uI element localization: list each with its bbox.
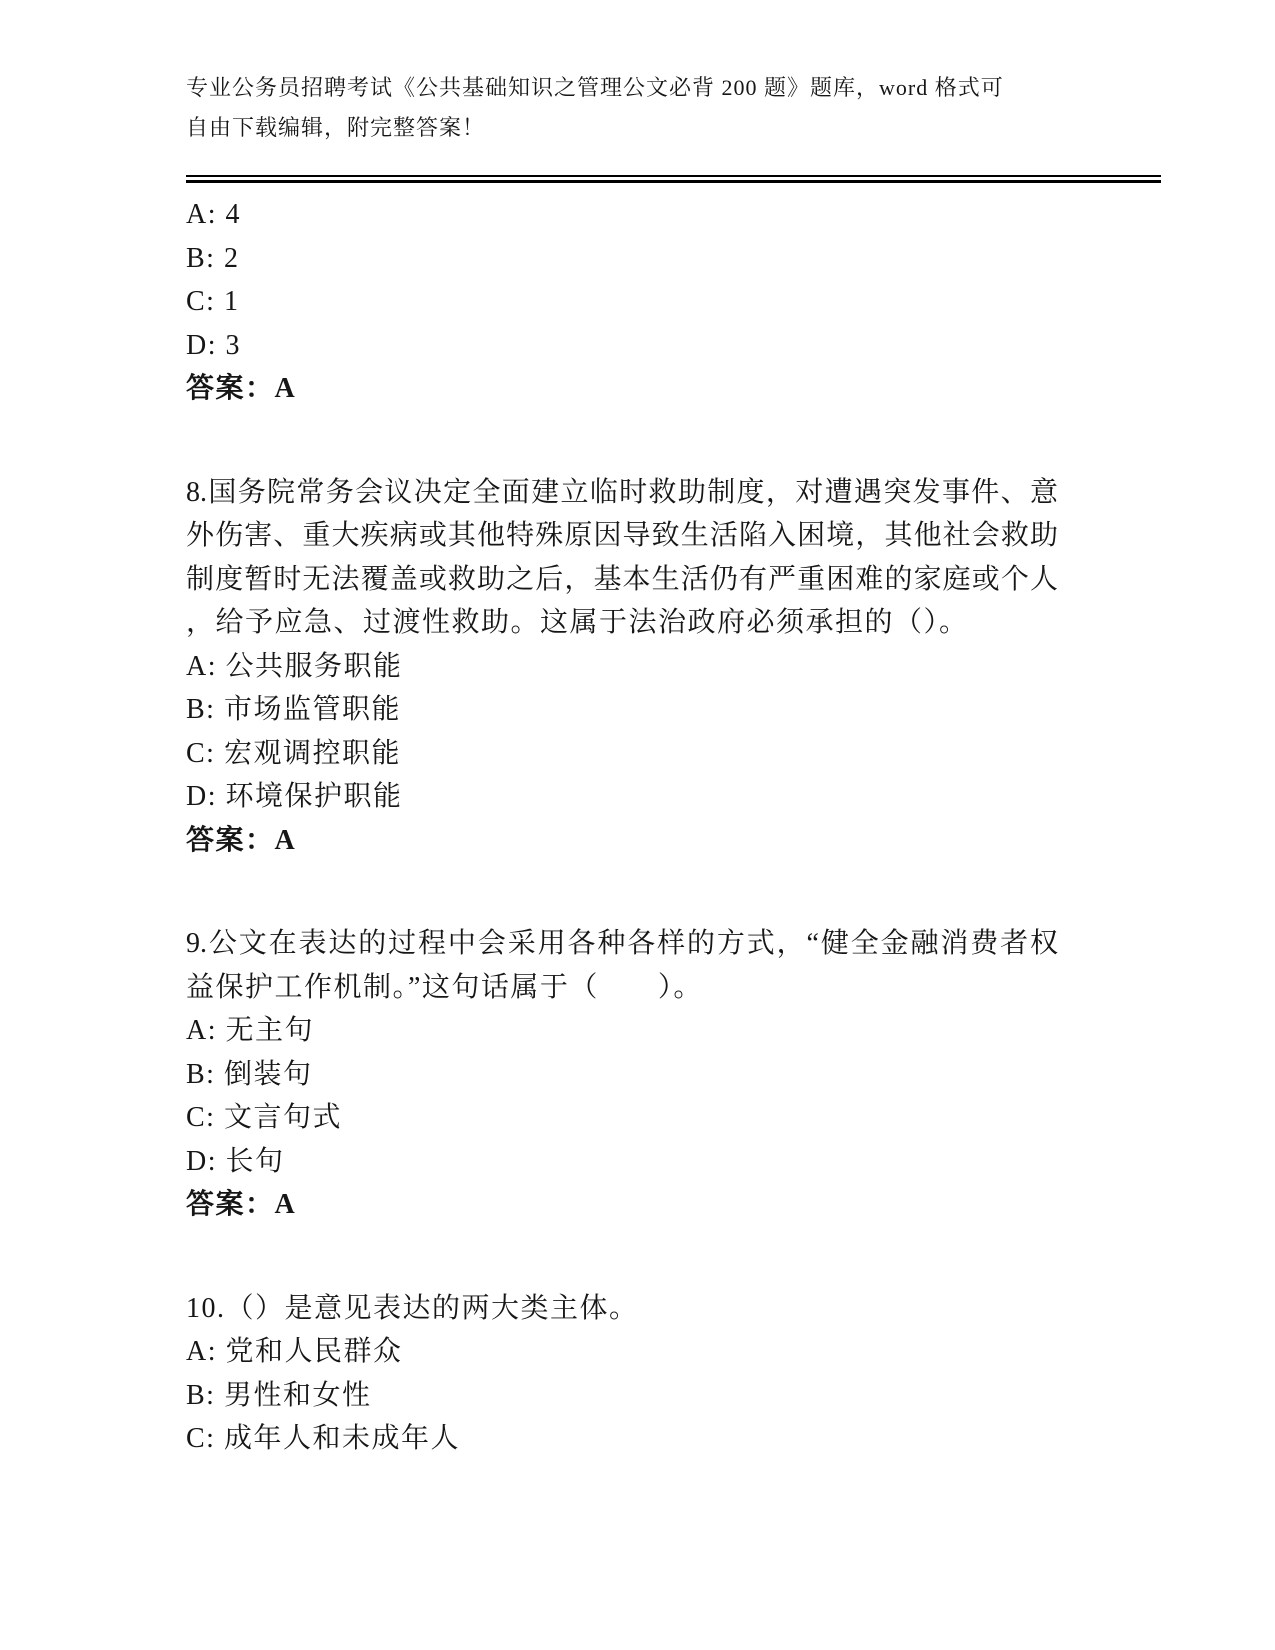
answer-line: 答案：A xyxy=(186,824,297,856)
option-b: B: 2 xyxy=(186,242,240,274)
option-c: C: 文言句式 xyxy=(186,1102,342,1133)
option-b: B: 男性和女性 xyxy=(186,1379,372,1411)
option-c: C: 宏观调控职能 xyxy=(186,737,401,769)
option-a: A: 无主句 xyxy=(186,1015,315,1046)
answer-line: 答案：A xyxy=(186,1189,297,1220)
question-text-line: 益保护工作机制。”这句话属于（ ）。 xyxy=(186,971,703,1003)
question-9 xyxy=(186,922,1058,1227)
option-c: C: 成年人和未成年人 xyxy=(186,1423,460,1454)
option-d: D: 长句 xyxy=(186,1145,285,1177)
header-title-line-2: 自由下载编辑，附完整答案！ xyxy=(186,115,486,140)
question-text-line: 外伤害、重大疾病或其他特殊原因导致生活陷入困境，其他社会救助 xyxy=(186,520,1058,551)
answer-line: 答案：A xyxy=(186,373,297,404)
question-7-remainder xyxy=(186,193,1058,411)
option-d: D: 3 xyxy=(186,329,241,361)
option-b: B: 倒装句 xyxy=(186,1058,313,1090)
question-text-line: 制度暂时无法覆盖或救助之后，基本生活仍有严重困难的家庭或个人 xyxy=(186,563,1058,595)
question-text-line: 9.公文在表达的过程中会采用各种各样的方式，“健全金融消费者权 xyxy=(186,928,1058,959)
document-body xyxy=(186,193,1058,1461)
question-8 xyxy=(186,471,1058,863)
option-c: C: 1 xyxy=(186,286,240,317)
option-b: B: 市场监管职能 xyxy=(186,694,401,725)
question-text-line: 8.国务院常务会议决定全面建立临时救助制度，对遭遇突发事件、意 xyxy=(186,476,1058,508)
option-d: D: 环境保护职能 xyxy=(186,781,403,812)
question-10 xyxy=(186,1287,1058,1461)
option-a: A: 4 xyxy=(186,199,241,230)
header-double-rule xyxy=(186,175,1161,183)
document-header xyxy=(186,68,1275,183)
option-a: A: 党和人民群众 xyxy=(186,1336,403,1367)
question-text-line: ，给予应急、过渡性救助。这属于法治政府必须承担的（）。 xyxy=(186,607,969,638)
header-title-line-1: 专业公务员招聘考试《公共基础知识之管理公文必背 200 题》题库，word 格式可 xyxy=(186,75,1004,100)
option-a: A: 公共服务职能 xyxy=(186,650,403,682)
question-text-line: 10.（）是意见表达的两大类主体。 xyxy=(186,1292,639,1324)
